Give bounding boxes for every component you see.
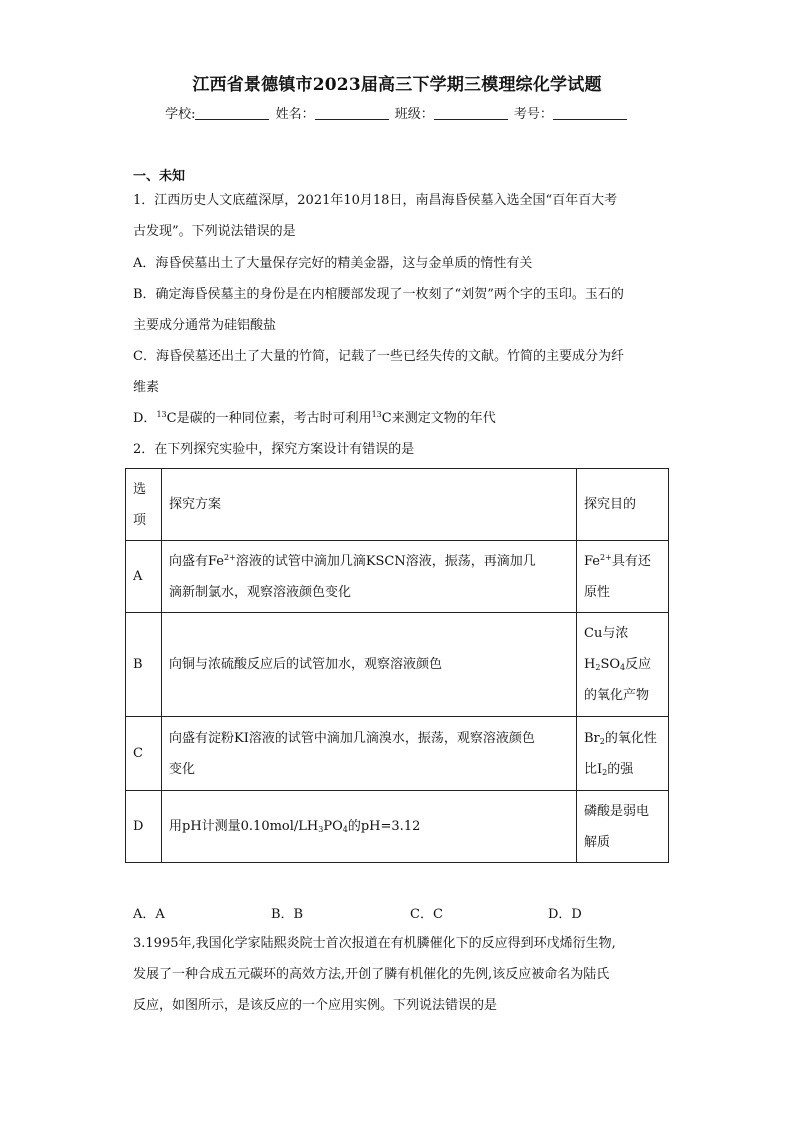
q2-option-a[interactable]: A．A xyxy=(133,907,165,922)
school-blank[interactable] xyxy=(195,107,269,120)
row-b-goal-sub2: 4 xyxy=(620,663,626,672)
q1-option-a: A．海昏侯墓出土了大量保存完好的精美金器，这与金单质的惰性有关 xyxy=(133,256,533,271)
row-a-plan xyxy=(162,541,577,613)
header-option xyxy=(126,469,162,541)
row-d-plan-po: PO xyxy=(323,819,343,834)
row-b-goal-text: 反应 xyxy=(625,657,652,672)
row-a-goal-l1 xyxy=(584,546,661,577)
row-c-plan-l1: 向盛有淀粉KI溶液的试管中滴加几滴溴水，振荡，观察溶液颜色 xyxy=(169,730,535,746)
table-row xyxy=(126,717,669,791)
row-b-goal-sub1: 2 xyxy=(595,663,601,672)
row-a-goal-charge: 2+ xyxy=(600,552,612,562)
q2-option-c[interactable]: C．C xyxy=(410,907,443,922)
row-d-goal xyxy=(577,791,669,863)
row-a-option: A xyxy=(126,541,162,613)
q1-d-isotope-mass-2: 13 xyxy=(371,410,382,419)
header-goal: 探究目的 xyxy=(577,469,669,541)
class-blank[interactable] xyxy=(434,107,508,120)
row-d-plan-sub2: 4 xyxy=(342,825,348,834)
row-b-goal-so: SO xyxy=(600,657,621,672)
row-c-goal-text: 的氧化性 xyxy=(604,730,657,746)
row-a-plan-text2: 溶液的试管中滴加几滴KSCN溶液，振荡，再滴加几 xyxy=(235,553,536,569)
q2-stem: 2．在下列探究实验中，探究方案设计有错误的是 xyxy=(133,442,415,457)
q1-option-d xyxy=(133,410,496,428)
table-row xyxy=(126,541,669,613)
q3-stem-line1: 3.1995年,我国化学家陆熙炎院士首次报道在有机膦催化下的反应得到环戊烯衍生物, xyxy=(133,936,616,951)
row-d-plan-sub1: 3 xyxy=(318,825,324,834)
q1-stem-line2: 古发现”。下列说法错误的是 xyxy=(133,224,296,239)
row-c-option: C xyxy=(126,717,162,791)
q1-option-b-line1: B．确定海昏侯墓主的身份是在内棺腰部发现了一枚刻了“刘贺”两个字的玉印。玉石的 xyxy=(133,287,624,302)
q2-option-b[interactable]: B．B xyxy=(271,907,304,922)
student-info-line xyxy=(0,103,794,122)
row-a-plan-l2: 滴新制氯水，观察溶液颜色变化 xyxy=(169,584,352,600)
row-a-plan-text: 向盛有Fe xyxy=(169,553,225,569)
q3-stem-line3: 反应，如图所示，是该反应的一个应用实例。下列说法错误的是 xyxy=(133,998,498,1013)
class-label: 班级： xyxy=(394,107,434,122)
row-c-goal-sub2: 2 xyxy=(602,767,608,777)
row-c-goal-br: Br xyxy=(584,730,600,746)
row-b-goal-l2 xyxy=(584,649,661,680)
q3-stem-line2: 发展了一种合成五元碳环的高效方法,开创了膦有机催化的先例,该反应被命名为陆氏 xyxy=(133,967,610,982)
row-c-goal-l1 xyxy=(584,723,661,754)
section-heading: 一、未知 xyxy=(133,169,186,184)
row-a-goal-text2: 具有还 xyxy=(611,553,651,569)
header-option-l1: 选 xyxy=(133,481,147,497)
row-c-goal-l2 xyxy=(584,754,661,785)
number-blank[interactable] xyxy=(553,107,627,120)
row-c-goal xyxy=(577,717,669,791)
table-header-row xyxy=(126,469,669,541)
q1-stem-line1: 1．江西历史人文底蕴深厚，2021年10月18日，南昌海昏侯墓入选全国“百年百大考 xyxy=(133,193,618,208)
row-d-goal-l2: 解质 xyxy=(584,834,611,850)
row-c-goal-sub1: 2 xyxy=(599,736,605,746)
q2-option-d[interactable]: D．D xyxy=(548,907,582,922)
header-plan: 探究方案 xyxy=(162,469,577,541)
q1-option-b-line2: 主要成分通常为硅铝酸盐 xyxy=(133,318,277,333)
row-a-goal-l2: 原性 xyxy=(584,584,611,600)
school-label: 学校: xyxy=(165,107,196,122)
exam-title: 江西省景德镇市2023届高三下学期三模理综化学试题 xyxy=(192,75,602,95)
q1-option-c-line2: 维素 xyxy=(133,380,160,395)
row-b-option: B xyxy=(126,613,162,717)
q1-d-text: C是碳的一种同位素，考古时可利用 xyxy=(166,411,372,426)
row-a-goal xyxy=(577,541,669,613)
row-d-option: D xyxy=(126,791,162,863)
row-b-goal-l1: Cu与浓 xyxy=(584,626,629,641)
row-a-plan-l1 xyxy=(169,546,569,577)
q1-d-isotope-mass-1: 13 xyxy=(156,410,167,419)
q1-option-c-line1: C．海昏侯墓还出土了大量的竹简，记载了一些已经失传的文献。竹简的主要成分为纤 xyxy=(133,349,624,364)
header-option-l2: 项 xyxy=(133,512,147,528)
name-blank[interactable] xyxy=(315,107,389,120)
row-b-goal xyxy=(577,613,669,717)
row-c-plan xyxy=(162,717,577,791)
table-row xyxy=(126,791,669,863)
row-b-goal-l3: 的氧化产物 xyxy=(584,688,650,703)
row-d-plan-text: 用pH计测量0.10mol/LH xyxy=(169,819,319,834)
row-b-goal-h: H xyxy=(584,657,596,672)
number-label: 考号： xyxy=(513,107,553,122)
name-label: 姓名： xyxy=(275,107,315,122)
row-c-goal-text2: 的强 xyxy=(607,761,634,777)
row-a-plan-charge: 2+ xyxy=(224,552,236,562)
row-d-plan xyxy=(162,791,577,863)
row-c-plan-l2: 变化 xyxy=(169,761,196,777)
row-d-plan-text2: 的pH=3.12 xyxy=(347,819,421,834)
table-row xyxy=(126,613,669,717)
row-a-goal-text: Fe xyxy=(584,553,601,569)
q1-d-prefix: D． xyxy=(133,411,157,426)
row-c-goal-i: 比I xyxy=(584,761,603,777)
row-d-goal-l1: 磷酸是弱电 xyxy=(584,803,650,819)
row-b-plan: 向铜与浓硫酸反应后的试管加水，观察溶液颜色 xyxy=(162,613,577,717)
q2-table xyxy=(125,468,669,863)
q1-d-text-end: C来测定文物的年代 xyxy=(381,411,496,426)
